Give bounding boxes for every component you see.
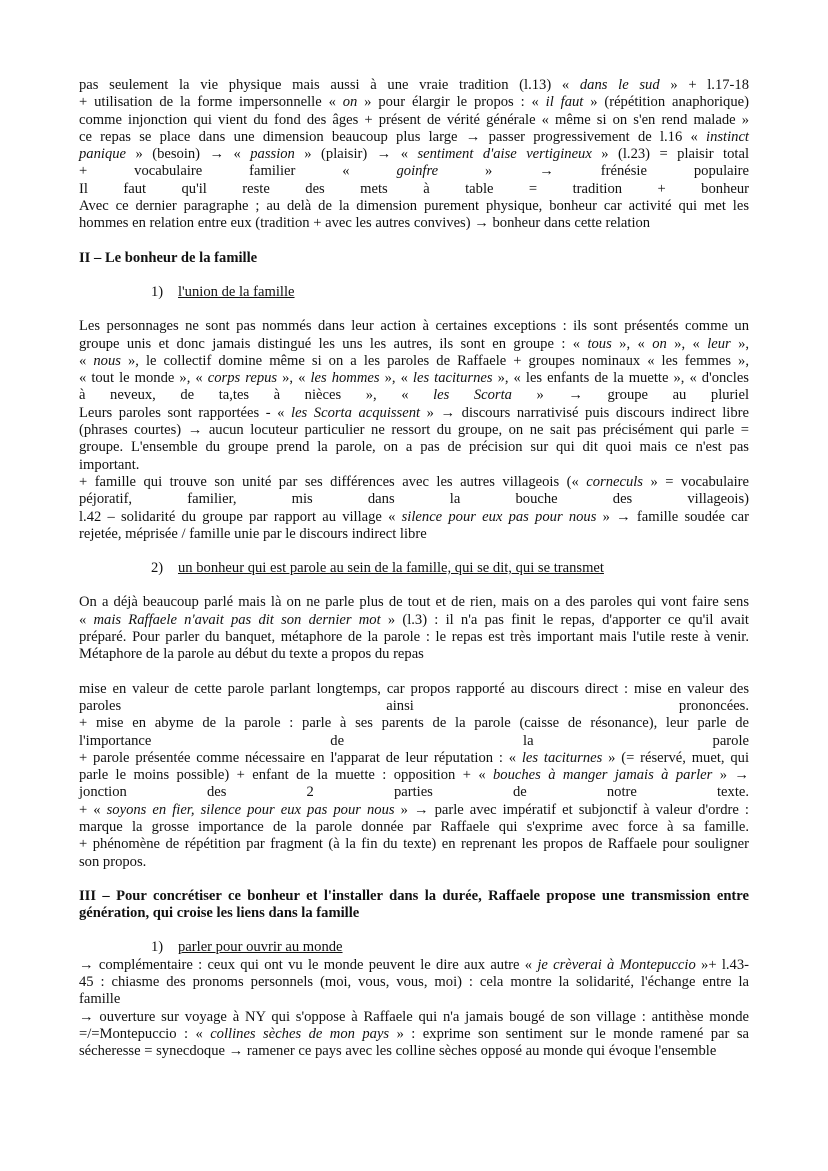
text-line <box>79 1009 749 1026</box>
text-line <box>79 991 749 1008</box>
text-run: » (l.3) : il n'a pas finit le repas, d'apporter ce qu'il avait <box>380 611 749 628</box>
text-run: marque la grosse importance de la parole donnée par Raffaele qui s'exprime avec force à sa famille. <box>79 818 749 835</box>
text-run: » = vocabulaire <box>643 473 750 490</box>
text-run: Les personnages ne sont pas nommés dans leur action à certaines exceptions : ils sont présentés comme un <box>79 318 749 335</box>
text-run: » (besoin) → « <box>126 146 251 163</box>
text-line <box>79 594 749 611</box>
text-run: l'importance de la parole <box>79 732 749 749</box>
text-run: parle le moins possible) + enfant de la muette : opposition + « <box>79 767 493 784</box>
text-run: Leurs paroles sont rapportées - « <box>79 404 292 421</box>
italic-quote: collines sèches de mon pays <box>210 1025 390 1042</box>
section-heading-3 <box>79 888 749 923</box>
italic-quote: instinct <box>706 128 749 145</box>
text-line <box>79 457 749 474</box>
text-line <box>79 733 749 750</box>
text-line <box>79 646 749 663</box>
italic-quote: les Scorta acquissent <box>291 404 421 421</box>
italic-quote: les hommes <box>310 370 380 387</box>
italic-quote: dans le sud <box>579 77 660 93</box>
italic-quote: silence pour eux pas pour nous <box>401 508 597 525</box>
text-run: comme injonction qui vient du fond des âges + présent de vérité générale « même si on s'en rend malade » <box>79 111 749 128</box>
text-line <box>79 629 749 646</box>
text-line <box>79 715 749 732</box>
text-line <box>79 215 749 232</box>
text-run: (phrases courtes) → aucun locuteur particulier ne ressort du groupe, on ne sait pas précisément qui parle = <box>79 422 749 439</box>
subsection-heading-2-2 <box>79 560 749 577</box>
text-run: On a déjà beaucoup parlé mais là on ne parle plus de tout et de rien, mais on a des paroles qui vont faire sens <box>79 594 749 611</box>
italic-quote: tous <box>587 335 612 352</box>
text-line <box>79 336 749 353</box>
text-line <box>79 439 749 456</box>
text-line <box>79 474 749 491</box>
text-line <box>79 422 749 439</box>
text-run: » (répétition anaphorique) <box>583 94 749 111</box>
text-run: Avec ce dernier paragraphe ; au delà de la dimension purement physique, bonheur car activité qui met les <box>79 198 749 215</box>
text-run: », « <box>611 335 653 352</box>
text-run: », « <box>666 335 708 352</box>
text-run: » → famille soudée car <box>596 508 749 525</box>
text-line <box>79 767 749 784</box>
text-run: + famille qui trouve son unité par ses différences avec les autres villageois (« <box>79 473 587 490</box>
text-line <box>79 819 749 836</box>
text-run: » : exprime son sentiment sur le monde ramené par sa <box>389 1025 749 1042</box>
text-line <box>79 146 749 163</box>
section-heading-2: II – Le bonheur de la famille <box>79 249 258 266</box>
text-line <box>79 181 749 198</box>
text-run: Métaphore de la parole au début du texte a propos du repas <box>79 646 424 663</box>
text-line <box>79 370 749 387</box>
paragraph-union-famille <box>79 318 749 543</box>
text-run: → complémentaire : ceux qui ont vu le monde peuvent le dire aux autre « <box>79 956 538 973</box>
text-run: ce repas se place dans une dimension beaucoup plus large → passer progressivement de l.16 « <box>79 128 707 145</box>
text-line <box>79 318 749 335</box>
text-run: rejetée, méprisée / famille unie par le discours indirect libre <box>79 525 427 542</box>
text-line <box>79 526 749 543</box>
subsection-title: parler pour ouvrir au monde <box>178 939 343 956</box>
text-run: » → parle avec impératif et subjonctif à valeur d'ordre : <box>394 801 749 818</box>
italic-quote: les taciturnes <box>412 370 493 387</box>
subsection-heading-3-1 <box>79 939 749 956</box>
text-run: » → frénésie populaire <box>438 163 749 180</box>
text-line <box>79 836 749 853</box>
heading-line: III – Pour concrétiser ce bonheur et l'installer dans la durée, Raffaele propose une transmission entre <box>79 887 749 904</box>
text-run: 45 : chiasme des pronoms personnels (moi, vous, vous, moi) : cela montre la solidarité, l'échange entre la <box>79 974 749 991</box>
text-run: Il faut qu'il reste des mets à table = tradition + bonheur <box>79 180 749 197</box>
text-run: son propos. <box>79 853 147 870</box>
text-run: « <box>79 611 94 628</box>
text-run: important. <box>79 456 140 473</box>
italic-quote: bouches à manger jamais à parler <box>493 767 713 784</box>
text-run: groupe. L'ensemble du groupe prend la parole, on a pas de précision sur qui dit quoi mais ce n'est pas <box>79 439 749 456</box>
text-line <box>79 198 749 215</box>
italic-quote: les taciturnes <box>521 749 603 766</box>
text-line <box>79 784 749 801</box>
italic-quote: soyons en fier, silence pour eux pas pour nous <box>106 801 395 818</box>
text-line <box>79 1026 749 1043</box>
italic-quote: je crèverai à Montepuccio <box>537 956 696 973</box>
text-line <box>79 750 749 767</box>
text-run: + « <box>79 801 107 818</box>
document-page <box>79 77 749 1061</box>
text-run: mise en valeur de cette parole parlant longtemps, car propos rapporté au discours direct : mise en valeur des <box>79 680 749 697</box>
italic-quote: goinfre <box>396 163 439 180</box>
text-run: =/=Montepuccio : « <box>79 1025 211 1042</box>
paragraph-parole-a <box>79 594 749 663</box>
text-line <box>79 854 749 871</box>
paragraph-parole-b <box>79 681 749 871</box>
text-run: » → discours narrativisé puis discours indirect libre <box>420 404 749 421</box>
text-line <box>79 77 749 94</box>
text-line <box>79 387 749 404</box>
italic-quote: nous <box>93 352 121 369</box>
italic-quote: corneculs <box>586 473 643 490</box>
text-line <box>79 974 749 991</box>
text-run: », <box>730 335 750 352</box>
text-run: jonction des 2 parties de notre texte. <box>79 784 749 801</box>
text-run: », « les enfants de la muette », « d'oncles <box>492 370 749 387</box>
text-run: + parole présentée comme nécessaire en l'apparat de leur réputation : « <box>79 749 522 766</box>
italic-quote: corps repus <box>207 370 278 387</box>
text-line <box>79 491 749 508</box>
text-run: famille <box>79 991 121 1008</box>
italic-quote: leur <box>707 335 731 352</box>
text-run: l.42 – solidarité du groupe par rapport au village « <box>79 508 402 525</box>
text-line <box>79 163 749 180</box>
text-run: » → <box>712 767 750 784</box>
subsection-number: 1) <box>151 283 164 300</box>
text-run: « tout le monde », « <box>79 370 208 387</box>
text-run: »+ l.43- <box>695 956 749 973</box>
italic-quote: on <box>652 335 667 352</box>
subsection-number: 1) <box>151 939 164 956</box>
subsection-number: 2) <box>151 560 164 577</box>
subsection-title: l'union de la famille <box>178 283 295 300</box>
text-run: + phénomène de répétition par fragment (à la fin du texte) en reprenant les propos de Raffaele pour souligner <box>79 836 749 853</box>
text-run: » (l.23) = plaisir total <box>591 146 749 163</box>
text-line <box>79 112 749 129</box>
text-run: → ouverture sur voyage à NY qui s'oppose à Raffaele qui n'a jamais bougé de son village : antithèse monde <box>79 1008 749 1025</box>
text-run: préparé. Pour parler du banquet, métaphore de la parole : le repas est très important mais l'utile reste à venir. <box>79 629 749 646</box>
text-run: », « <box>277 370 311 387</box>
italic-quote: sentiment d'aise vertigineux <box>417 146 592 163</box>
text-line <box>79 612 749 629</box>
text-run: sécheresse = synecdoque → ramener ce pays avec les colline sèches opposé au monde qui évoque l'ensemble <box>79 1043 717 1060</box>
italic-quote: on <box>342 94 358 111</box>
paragraph-intro <box>79 77 749 233</box>
text-run: à neveux, de ta,tes à nièces », « <box>79 387 434 404</box>
text-line <box>79 353 749 370</box>
italic-quote: les Scorta <box>433 387 512 404</box>
text-run: » (plaisir) → « <box>294 146 418 163</box>
text-run: hommes en relation entre eux (tradition + avec les autres convives) → bonheur dans cette relation <box>79 215 651 232</box>
text-run: pas seulement la vie physique mais aussi à une vraie tradition (l.13) « <box>79 77 580 93</box>
text-line <box>79 94 749 111</box>
text-run: » → groupe au pluriel <box>511 387 749 404</box>
italic-quote: mais Raffaele n'avait pas dit son dernier mot <box>93 611 381 628</box>
text-run: » + l.17-18 <box>659 77 749 93</box>
text-run: + mise en abyme de la parole : parle à ses parents de la parole (caisse de résonance), leur parle de <box>79 715 749 732</box>
text-line <box>79 509 749 526</box>
italic-quote: passion <box>250 146 295 163</box>
text-run: groupe unis et donc jamais distingué les uns les autres, ils sont en groupe : « <box>79 335 588 352</box>
text-run: paroles ainsi prononcées. <box>79 697 749 714</box>
italic-quote: il faut <box>545 94 584 111</box>
text-run: », « <box>379 370 413 387</box>
text-run: », le collectif domine même si on a les paroles de Raffaele + groupes nominaux « les femmes », <box>120 352 749 369</box>
text-run: + vocabulaire familier « <box>79 163 397 180</box>
text-line <box>79 957 749 974</box>
text-line <box>79 802 749 819</box>
paragraph-ouvrir-monde <box>79 957 749 1061</box>
text-run: + utilisation de la forme impersonnelle « <box>79 94 343 111</box>
text-line <box>79 405 749 422</box>
text-line <box>79 129 749 146</box>
text-line <box>79 1043 749 1060</box>
subsection-title: un bonheur qui est parole au sein de la famille, qui se dit, qui se transmet <box>178 560 604 577</box>
text-line <box>79 681 749 698</box>
text-line <box>79 698 749 715</box>
text-run: « <box>79 352 94 369</box>
text-run: péjoratif, familier, mis dans la bouche des villageois) <box>79 491 749 508</box>
italic-quote: panique <box>79 146 127 163</box>
text-run: » (= réservé, muet, qui <box>602 749 749 766</box>
subsection-heading-2-1 <box>79 284 749 301</box>
heading-line: génération, qui croise les liens dans la famille <box>79 905 360 922</box>
text-run: » pour élargir le propos : « <box>357 94 546 111</box>
